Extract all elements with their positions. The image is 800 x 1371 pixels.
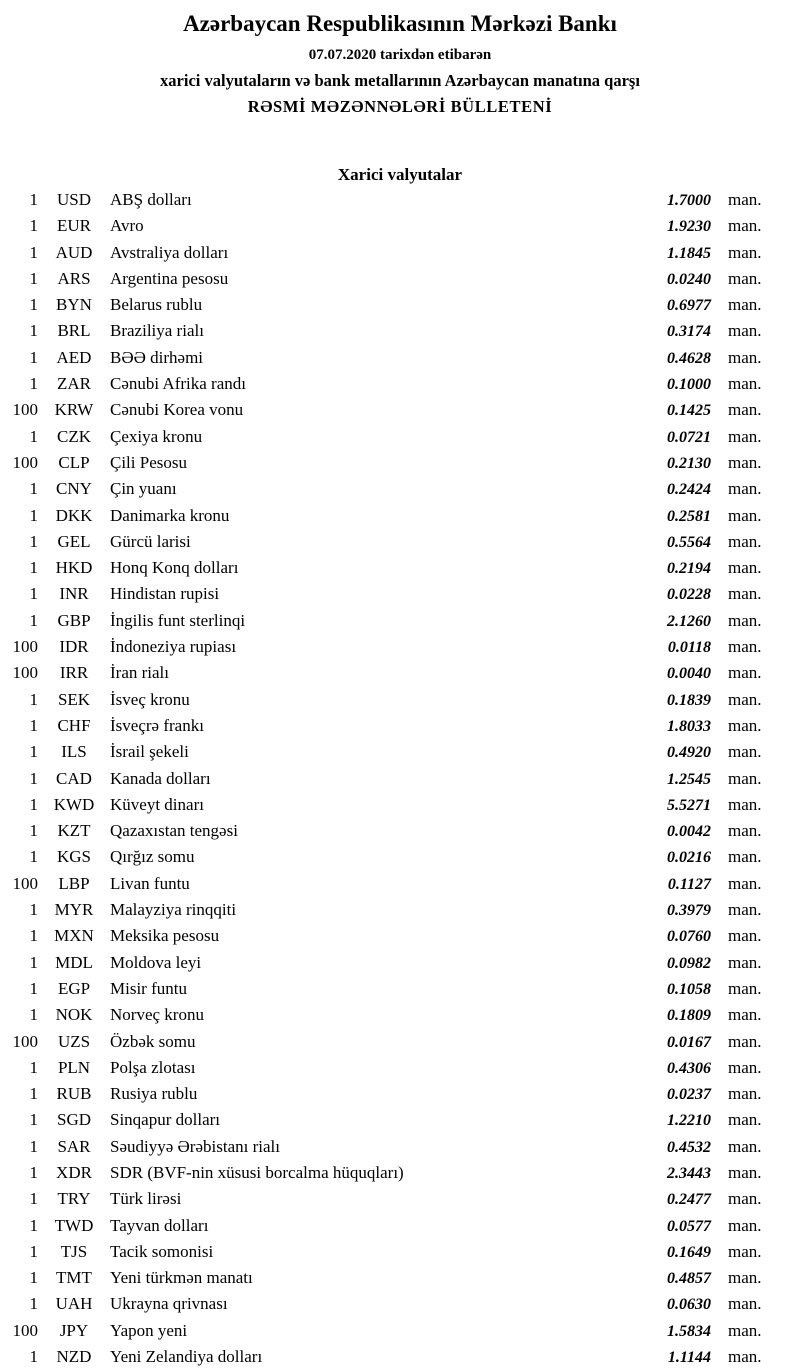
bulletin-header [0,0,800,117]
rate-value: 0.0982 [667,954,711,972]
quantity: 1 [29,794,38,814]
rate-unit: man. [728,1320,762,1340]
rate-value: 0.6977 [667,297,711,315]
rate-value: 0.4306 [667,1059,711,1077]
currency-code: MYR [54,900,94,920]
rate-value: 0.0228 [667,586,711,604]
quantity: 1 [29,926,38,946]
currency-name: Ukrayna qrivnası [110,1294,228,1314]
currency-name: Yeni Zelandiya dolları [110,1347,263,1367]
rate-row [0,766,770,792]
currency-name: Sinqapur dolları [110,1110,221,1130]
rate-unit: man. [728,689,762,709]
rate-row [0,187,770,213]
rate-value: 2.1260 [667,612,711,630]
currency-code: SGD [56,1110,91,1130]
currency-name: Türk lirəsi [110,1189,182,1209]
quantity: 1 [29,847,38,867]
rate-row [0,1213,770,1239]
quantity: 1 [29,952,38,972]
currency-code: MXN [54,926,94,946]
quantity: 1 [29,821,38,841]
currency-name: Özbək somu [110,1031,196,1051]
currency-name: Honq Konq dolları [110,558,239,578]
rate-value: 0.2581 [667,507,711,525]
rate-unit: man. [728,505,762,525]
rate-row [0,292,770,318]
rate-row [0,555,770,581]
rate-value: 1.1845 [667,244,711,262]
rate-unit: man. [728,1031,762,1051]
currency-name: Misir funtu [110,978,187,998]
currency-code: DKK [55,505,93,525]
currency-code: CHF [57,715,91,735]
currency-name: Tacik somonisi [110,1241,214,1261]
bank-title: Azərbaycan Respublikasının Mərkəzi Bankı [183,11,617,36]
currency-code: HKD [55,558,93,578]
currency-name: İndoneziya rupiası [110,637,237,657]
rate-row [0,476,770,502]
rate-value: 0.2477 [667,1191,711,1209]
rate-row [0,871,770,897]
quantity: 100 [12,873,38,893]
currency-code: TJS [60,1241,88,1261]
rate-value: 0.0760 [667,928,711,946]
quantity: 1 [29,768,38,788]
rate-unit: man. [728,978,762,998]
currency-name: İsrail şekeli [110,742,189,762]
currency-code: KRW [54,400,94,420]
rate-row [0,1291,770,1317]
rate-unit: man. [728,663,762,683]
rate-unit: man. [728,610,762,630]
currency-code: CNY [56,479,92,499]
currency-name: Cənubi Korea vonu [110,400,244,420]
currency-name: İran rialı [110,663,169,683]
rate-unit: man. [728,479,762,499]
rate-row [0,213,770,239]
quantity: 1 [29,321,38,341]
currency-code: AUD [55,242,93,262]
rate-value: 0.1809 [667,1007,711,1025]
currency-code: KWD [53,794,95,814]
currency-name: Argentina pesosu [110,268,229,288]
currency-code: BYN [56,295,92,315]
quantity: 1 [29,190,38,209]
rate-unit: man. [728,1347,762,1367]
rate-value: 0.4532 [667,1138,711,1156]
quantity: 1 [29,1136,38,1156]
rate-row [0,1134,770,1160]
rate-value: 0.1000 [667,376,711,394]
currency-name: Səudiyyə Ərəbistanı rialı [110,1136,280,1156]
currency-name: Qırğız somu [110,847,195,867]
rate-row [0,950,770,976]
currency-name: Cənubi Afrika randı [110,374,246,394]
currency-code: EUR [57,216,91,236]
rate-unit: man. [728,952,762,972]
rate-row [0,608,770,634]
rate-value: 0.0237 [667,1086,711,1104]
quantity: 1 [29,426,38,446]
currency-name: Çili Pesosu [110,452,187,472]
currency-code: RUB [56,1084,92,1104]
rate-value: 1.9230 [667,218,711,236]
currency-code: TRY [57,1189,91,1209]
rate-unit: man. [728,190,762,209]
currency-code: IRR [59,663,89,683]
rate-unit: man. [728,242,762,262]
quantity: 1 [29,268,38,288]
currency-name: Çexiya kronu [110,426,203,446]
rate-value: 1.2545 [667,770,711,788]
currency-code: JPY [59,1320,89,1340]
rate-row [0,345,770,371]
rate-value: 0.2194 [667,560,711,578]
quantity: 1 [29,584,38,604]
quantity: 100 [12,400,38,420]
rate-value: 2.3443 [667,1164,711,1182]
rate-row [0,976,770,1002]
quantity: 1 [29,1162,38,1182]
rate-row [0,1160,770,1186]
quantity: 1 [29,374,38,394]
currency-name: Küveyt dinarı [110,794,204,814]
currency-name: Belarus rublu [110,295,203,315]
rate-row [0,923,770,949]
rate-value: 0.0577 [667,1217,711,1235]
rate-row [0,844,770,870]
rate-row [0,1029,770,1055]
currency-name: Moldova leyi [110,952,202,972]
currency-name: Danimarka kronu [110,505,230,525]
rate-unit: man. [728,426,762,446]
currency-code: INR [59,584,89,604]
currency-name: Hindistan rupisi [110,584,220,604]
rate-unit: man. [728,794,762,814]
rate-row [0,1002,770,1028]
rate-unit: man. [728,321,762,341]
quantity: 1 [29,1005,38,1025]
currency-name: İngilis funt sterlinqi [110,610,246,630]
currency-code: LBP [58,873,90,893]
quantity: 1 [29,1057,38,1077]
rate-value: 1.5834 [667,1322,711,1340]
quantity: 1 [29,610,38,630]
rate-value: 0.1127 [667,875,711,893]
quantity: 1 [29,715,38,735]
quantity: 1 [29,1294,38,1314]
rate-unit: man. [728,295,762,315]
rate-unit: man. [728,1162,762,1182]
rate-value: 0.1425 [667,402,711,420]
exchange-rates-table [0,187,800,1370]
rate-row [0,713,770,739]
quantity: 1 [29,1241,38,1261]
rate-value: 0.2130 [667,454,711,472]
rate-unit: man. [728,1136,762,1156]
currency-code: SEK [57,689,91,709]
currency-name: Gürcü larisi [110,531,191,551]
rate-value: 0.3174 [667,323,711,341]
quantity: 100 [12,1031,38,1051]
currency-code: SAR [57,1136,91,1156]
rate-row [0,1239,770,1265]
rate-unit: man. [728,268,762,288]
rate-value: 0.0630 [667,1296,711,1314]
currency-name: Kanada dolları [110,768,211,788]
currency-code: IDR [59,637,89,657]
rate-unit: man. [728,1268,762,1288]
quantity: 100 [12,452,38,472]
rate-unit: man. [728,637,762,657]
quantity: 1 [29,1084,38,1104]
rate-unit: man. [728,452,762,472]
currency-code: UZS [57,1031,91,1051]
rate-row [0,739,770,765]
currency-code: XDR [56,1162,92,1182]
rate-unit: man. [728,715,762,735]
currency-name: ABŞ dolları [110,190,192,209]
currency-code: ARS [57,268,91,288]
rate-row [0,397,770,423]
currency-code: KGS [56,847,91,867]
rate-value: 0.0040 [667,665,711,683]
quantity: 1 [29,295,38,315]
rate-row [0,240,770,266]
rate-row [0,792,770,818]
rate-value: 0.0721 [667,428,711,446]
rate-unit: man. [728,742,762,762]
quantity: 1 [29,900,38,920]
rate-unit: man. [728,847,762,867]
currency-code: USD [56,190,91,209]
rate-unit: man. [728,531,762,551]
currency-code: ZAR [57,374,91,394]
rate-unit: man. [728,1110,762,1130]
effective-date-line: 07.07.2020 tarixdən etibarən [308,47,492,63]
currency-name: Yeni türkmən manatı [110,1268,253,1288]
rate-row [0,660,770,686]
rate-unit: man. [728,1189,762,1209]
rate-value: 0.4628 [667,349,711,367]
currency-code: MDL [55,952,93,972]
rate-value: 0.5564 [667,533,711,551]
rate-unit: man. [728,558,762,578]
rate-unit: man. [728,1294,762,1314]
rate-row [0,1107,770,1133]
rate-row [0,1318,770,1344]
rate-row [0,1186,770,1212]
rate-value: 1.7000 [667,192,711,209]
rate-row [0,1055,770,1081]
rate-row [0,266,770,292]
quantity: 100 [12,637,38,657]
rate-value: 5.5271 [667,796,711,814]
quantity: 1 [29,1268,38,1288]
bulletin-title: RƏSMİ MƏZƏNNƏLƏRİ BÜLLETENİ [247,97,553,116]
rate-value: 1.1144 [667,1349,711,1367]
quantity: 1 [29,978,38,998]
rate-row [0,1265,770,1291]
rate-unit: man. [728,347,762,367]
currency-name: Tayvan dolları [110,1215,209,1235]
quantity: 100 [12,1320,38,1340]
currency-code: CAD [56,768,92,788]
currency-code: ILS [61,742,87,762]
currency-name: Avro [110,216,144,236]
currency-code: CLP [58,452,90,472]
currency-code: UAH [55,1294,93,1314]
currency-code: EGP [57,978,91,998]
rate-value: 0.1058 [667,980,711,998]
currency-code: GBP [57,610,91,630]
currency-name: Çin yuanı [110,479,177,499]
quantity: 1 [29,242,38,262]
currency-name: Qazaxıstan tengəsi [110,821,238,841]
currency-code: AED [56,347,92,367]
rate-row [0,371,770,397]
rate-value: 0.0216 [667,849,711,867]
rate-value: 0.0240 [667,270,711,288]
rate-unit: man. [728,873,762,893]
quantity: 1 [29,505,38,525]
currency-name: Polşa zlotası [110,1057,196,1077]
currency-name: İsveç kronu [110,689,190,709]
currency-name: Livan funtu [110,873,190,893]
rate-unit: man. [728,900,762,920]
rate-row [0,529,770,555]
rate-unit: man. [728,1084,762,1104]
rate-value: 0.0167 [667,1033,711,1051]
rate-row [0,818,770,844]
quantity: 1 [29,689,38,709]
rate-unit: man. [728,216,762,236]
currency-code: TWD [54,1215,94,1235]
quantity: 1 [29,1189,38,1209]
currency-name: İsveçrə frankı [110,715,204,735]
currency-code: BRL [57,321,91,341]
rate-unit: man. [728,1241,762,1261]
rate-row [0,318,770,344]
currency-code: PLN [57,1057,91,1077]
currency-name: Norveç kronu [110,1005,204,1025]
currency-name: BƏƏ dirhəmi [110,347,204,367]
rate-row [0,687,770,713]
quantity: 1 [29,479,38,499]
currency-name: SDR (BVF-nin xüsusi borcalma hüquqları) [110,1162,404,1182]
rate-value: 0.2424 [667,481,711,499]
rate-unit: man. [728,584,762,604]
rate-row [0,897,770,923]
rate-row [0,1081,770,1107]
currency-code: GEL [57,531,91,551]
rate-unit: man. [728,1005,762,1025]
quantity: 1 [29,347,38,367]
rate-row [0,450,770,476]
rate-value: 0.1839 [667,691,711,709]
rate-unit: man. [728,1057,762,1077]
quantity: 1 [29,558,38,578]
quantity: 1 [29,1215,38,1235]
section-title-foreign-currencies: Xarici valyutalar [337,165,463,184]
currency-code: NZD [56,1347,92,1367]
rate-value: 0.1649 [667,1243,711,1261]
rate-unit: man. [728,821,762,841]
currency-code: NOK [55,1005,93,1025]
currency-name: Braziliya rialı [110,321,204,341]
currency-name: Rusiya rublu [110,1084,198,1104]
rate-row [0,634,770,660]
quantity: 1 [29,216,38,236]
quantity: 1 [29,1347,38,1367]
rate-value: 0.0118 [667,639,711,657]
currency-name: Meksika pesosu [110,926,220,946]
rate-value: 0.4920 [667,744,711,762]
currency-name: Malayziya rinqqiti [110,900,237,920]
quantity: 100 [12,663,38,683]
currency-name: Yapon yeni [110,1320,188,1340]
rate-value: 0.3979 [667,902,711,920]
rate-unit: man. [728,926,762,946]
quantity: 1 [29,742,38,762]
rate-unit: man. [728,374,762,394]
rate-row [0,503,770,529]
bulletin-subtitle: xarici valyutaların və bank metallarının Azərbaycan manatına qarşı [160,71,640,90]
currency-code: TMT [56,1268,92,1288]
rate-value: 1.8033 [667,717,711,735]
quantity: 1 [29,1110,38,1130]
rate-row [0,424,770,450]
rate-unit: man. [728,400,762,420]
rate-unit: man. [728,1215,762,1235]
rate-row [0,581,770,607]
rate-value: 0.0042 [667,823,711,841]
currency-code: CZK [57,426,91,446]
currency-code: KZT [57,821,91,841]
rate-unit: man. [728,768,762,788]
quantity: 1 [29,531,38,551]
currency-name: Avstraliya dolları [110,242,229,262]
rate-row [0,1344,770,1370]
rate-value: 1.2210 [667,1112,711,1130]
rate-value: 0.4857 [667,1270,711,1288]
